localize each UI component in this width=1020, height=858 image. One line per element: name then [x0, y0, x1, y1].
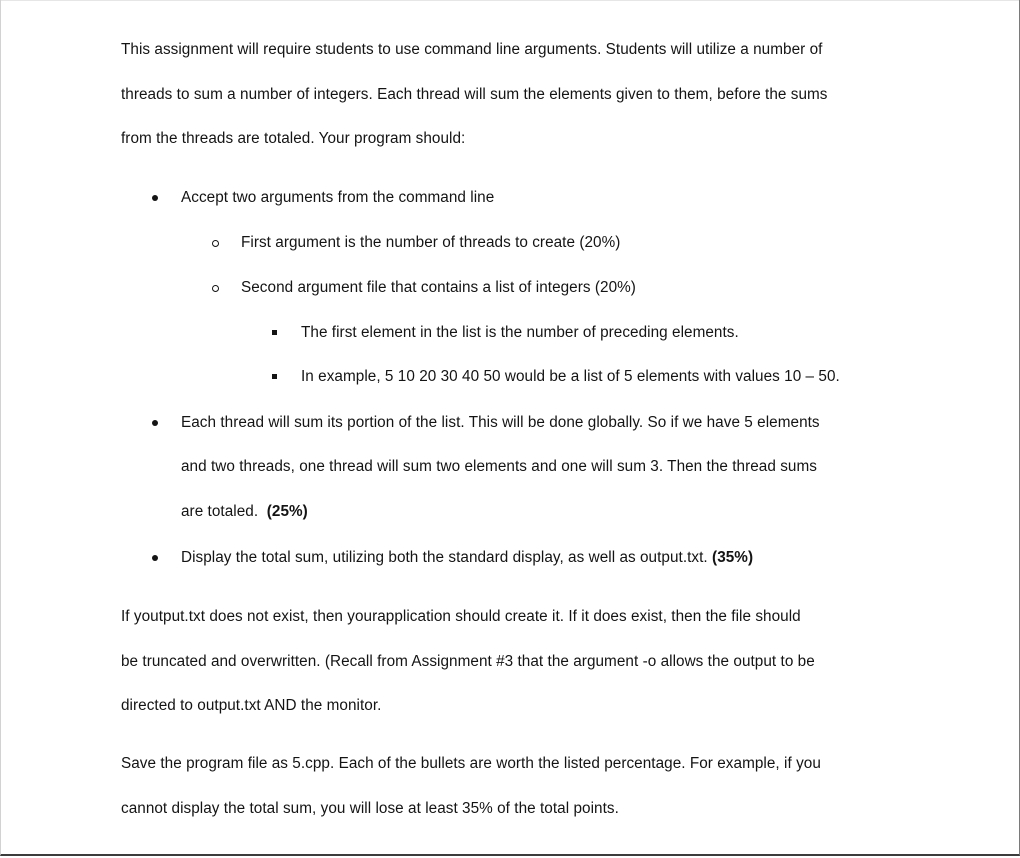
bullet-3-percentage: (35%)	[712, 549, 754, 566]
bullet-1-sub-2: Second argument file that contains a list of integers (20%)	[241, 279, 636, 296]
para-3-line-1: Save the program file as 5.cpp. Each of the bullets are worth the listed percentage. For example, if you	[121, 755, 821, 772]
bullet-disc-icon	[152, 195, 158, 201]
bullet-circle-icon	[212, 285, 219, 292]
bullet-3-text: Display the total sum, utilizing both the standard display, as well as output.txt.	[181, 549, 713, 566]
bullet-1-sub-2-item-1: The first element in the list is the number of preceding elements.	[301, 324, 739, 341]
bullet-1-sub-2-item-2: In example, 5 10 20 30 40 50 would be a list of 5 elements with values 10 – 50.	[301, 368, 840, 385]
bullet-2-line-3-text: are totaled.	[181, 503, 267, 520]
bullet-3-line	[181, 548, 753, 568]
bullet-1-text: Accept two arguments from the command line	[181, 189, 495, 206]
bullet-disc-icon	[152, 420, 158, 426]
para-2-line-2: be truncated and overwritten. (Recall from Assignment #3 that the argument -o allows the output to be	[121, 653, 815, 670]
intro-line-3: from the threads are totaled. Your program should:	[121, 130, 466, 147]
para-2-line-3: directed to output.txt AND the monitor.	[121, 697, 382, 714]
bullet-2-line-3	[181, 502, 308, 522]
bullet-square-icon	[272, 330, 277, 335]
bullet-disc-icon	[152, 555, 158, 561]
para-2-line-1: If youtput.txt does not exist, then yourapplication should create it. If it does exist, then the file should	[121, 608, 801, 625]
bullet-1-sub-1: First argument is the number of threads to create (20%)	[241, 234, 621, 251]
intro-line-1: This assignment will require students to use command line arguments. Students will utilize a number of	[121, 41, 823, 58]
intro-line-2: threads to sum a number of integers. Each thread will sum the elements given to them, before the sums	[121, 86, 828, 103]
bullet-2-line-1: Each thread will sum its portion of the list. This will be done globally. So if we have 5 elements	[181, 414, 820, 431]
bullet-circle-icon	[212, 240, 219, 247]
bullet-square-icon	[272, 374, 277, 379]
para-3-line-2: cannot display the total sum, you will lose at least 35% of the total points.	[121, 800, 619, 817]
bullet-2-percentage: (25%)	[266, 503, 308, 520]
bullet-2-line-2: and two threads, one thread will sum two elements and one will sum 3. Then the thread sums	[181, 458, 817, 475]
